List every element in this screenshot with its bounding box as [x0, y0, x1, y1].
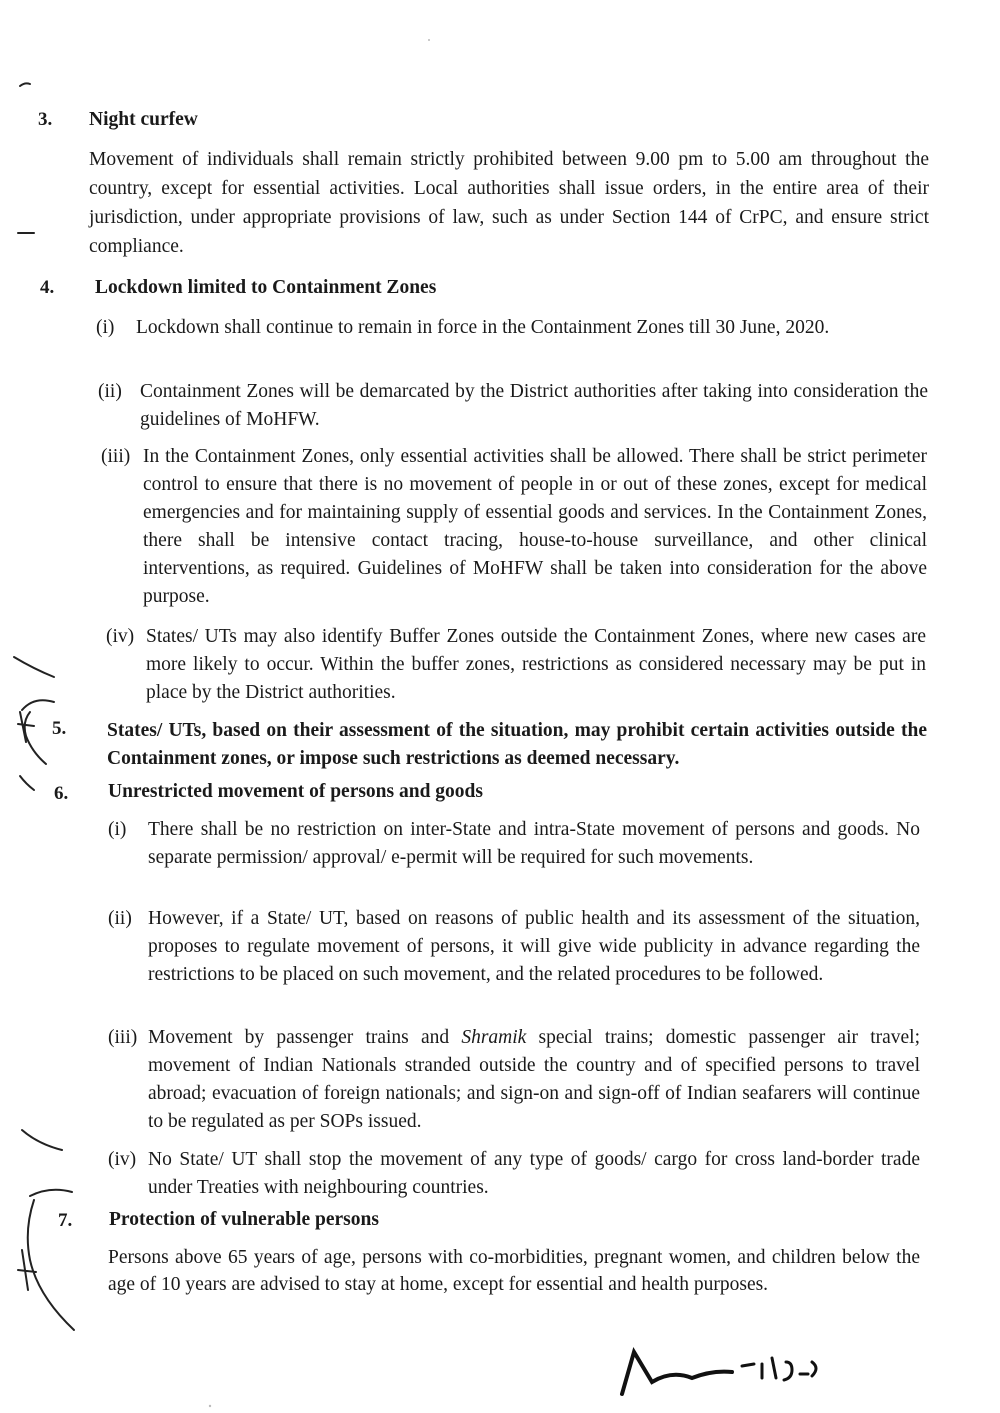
section-7-body: Persons above 65 years of age, persons with co-morbidities, pregnant women, and children below the age of 10 years are advised to stay at home, except for essential and health purposes.: [108, 1247, 920, 1295]
item-text: Containment Zones will be demarcated by the District authorities after taking into consideration the guidelines of MoHFW.: [140, 381, 928, 430]
item-text: No State/ UT shall stop the movement of any type of goods/ cargo for cross land-border trade under Treaties with neighbouring countries.: [148, 1149, 920, 1198]
item-text-italic: Shramik: [461, 1027, 527, 1048]
section-7-heading: Protection of vulnerable persons: [109, 1209, 379, 1230]
item-label: (i): [96, 317, 115, 338]
item-text-after: special trains; domestic passenger air travel; movement of Indian Nationals stranded outside the country and of specified persons to travel abroad; evacuation of foreign nationals; and sign-on and sign-off of Indian seafarers will continue to be regulated as per SOPs issued.: [148, 1027, 920, 1132]
margin-initials-mark: [18, 700, 54, 764]
section-4-number: 4.: [40, 277, 55, 298]
item-text: In the Containment Zones, only essential activities shall be allowed. There shall be strict perimeter control to ensure that there is no movement of people in or out of these zones, except for medical emergencies and for maintaining supply of essential goods and services. In the Containment Zones, there shall be intensive contact tracing, house-to-house surveillance, and other clinical interventions, as required. Guidelines of MoHFW shall be taken into consideration for the above purpose.: [143, 446, 927, 607]
section-5-body: States/ UTs, based on their assessment of the situation, may prohibit certain activities outside the Containment zones, or impose such restrictions as deemed necessary.: [107, 720, 927, 769]
section-3-heading: Night curfew: [89, 109, 198, 130]
section-5-number: 5.: [52, 718, 67, 739]
margin-check-mark: [14, 657, 54, 677]
item-text: States/ UTs may also identify Buffer Zones outside the Containment Zones, where new cases are more likely to occur. Within the buffer zones, restrictions as considered necessary may be put in place by the District authorities.: [146, 626, 926, 703]
section-6-number: 6.: [54, 783, 69, 804]
section-3-number: 3.: [38, 109, 53, 130]
item-label: (iii): [108, 1027, 138, 1048]
item-text: [148, 1024, 920, 1136]
item-label: (iv): [106, 626, 135, 647]
margin-check-mark: [22, 1130, 62, 1150]
item-text-before: Movement by passenger trains and: [148, 1027, 462, 1048]
section-3-body: Movement of individuals shall remain strictly prohibited between 9.00 pm to 5.00 am throughout the country, except for essential activities. Local authorities shall issue orders, in the entire area of their jurisdiction, under appropriate provisions of law, such as under Section 144 of CrPC, and ensure strict compliance.: [89, 149, 929, 257]
item-label: (i): [108, 819, 127, 840]
item-label: (iii): [101, 446, 131, 467]
item-text: However, if a State/ UT, based on reasons of public health and its assessment of the situation, proposes to regulate movement of persons, it will give wide publicity in advance regarding the restrictions to be placed on such movement, and the related procedures to be followed.: [148, 908, 920, 985]
section-4-heading: Lockdown limited to Containment Zones: [95, 277, 437, 298]
item-text: Lockdown shall continue to remain in force in the Containment Zones till 30 June, 2020.: [136, 317, 830, 338]
section-7-number: 7.: [58, 1210, 73, 1231]
item-text: There shall be no restriction on inter-State and intra-State movement of persons and goods. No separate permission/ approval/ e-permit will be required for such movements.: [148, 819, 920, 868]
item-label: (iv): [108, 1149, 137, 1170]
margin-check-mark: [20, 776, 34, 790]
margin-tick-mark: [20, 83, 30, 86]
item-label: (ii): [98, 381, 122, 402]
item-label: (ii): [108, 908, 132, 929]
signature: [622, 1352, 816, 1394]
section-6-heading: Unrestricted movement of persons and goods: [108, 781, 483, 802]
